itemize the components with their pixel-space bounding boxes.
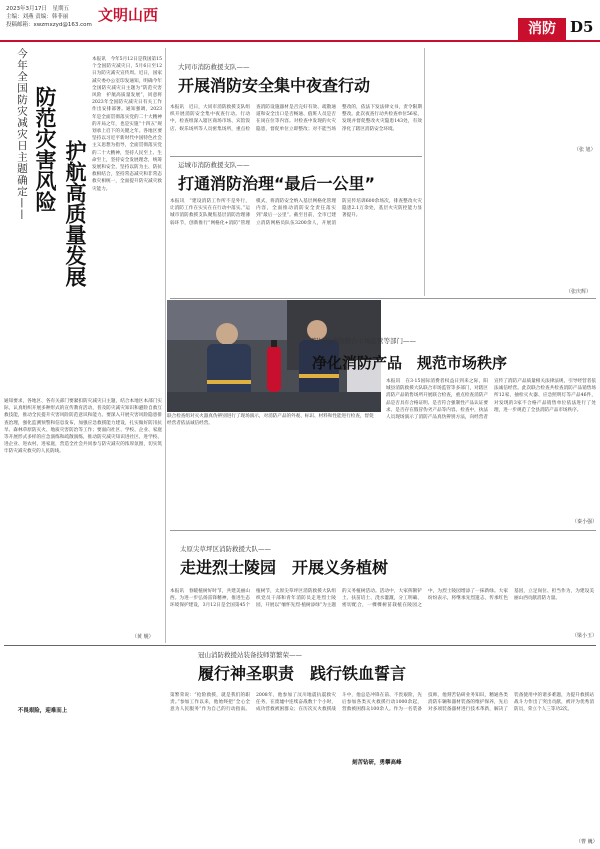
section-badge: 消防 (518, 18, 566, 40)
guanshan-title: 履行神圣职责 践行铁血誓言 (198, 664, 407, 683)
photo-caption: 联合检查组对灭火器真伪辨别进行了现场演示，对消防产品的外观、标识、材料和性能进行检查，督促经营者依法诚信经营。 (167, 414, 374, 426)
guanshan-body-left (4, 650, 164, 840)
email-line: 投稿邮箱：xwzmxzyd@163.com (6, 22, 92, 28)
lead-kicker: 今年全国防灾减灾日主题确定—— (16, 48, 28, 221)
header-meta (6, 5, 92, 29)
market-title: 净化消防产品 规范市场秩序 (312, 354, 508, 372)
yuncheng-body-continued (428, 200, 594, 288)
guanshan-signature: （曹 巍） (576, 839, 598, 845)
datong-heading (178, 62, 370, 96)
taiyuan-kicker: 太原尖草坪区消防救援大队—— (180, 545, 271, 553)
taiyuan-body: 本报讯 春暖植树好时节，共建美丽山西。为进一步弘扬雷锋精神，推进生态环境保护建设，3月12日是全国第45个植树节，太原尖草坪区消防救援大队组织党员干部和青年消防员走进烈士陵园，开展以“缅怀先烈·植树添绿”为主题的义务植树活动。活动中，大家挥锹铲土、扶苗培土、浇水灌溉，分工明确、密切配合，一棵棵树苗栽植在陵园之中，为烈士陵园增添了一抹新绿。大家纷纷表示，将继承先烈遗志，传承红色基因，立足岗位、担当作为，为建设美丽山西贡献消防力量。 (170, 589, 594, 609)
section-rule (170, 298, 596, 299)
guanshan-body: 第繁荣说：“抢险救援，就是我们的职责。”参加工作以来，他始终把“全心全意为人民服务”作为自己的行动指南。2008年，他参加了汶川地震抗震救灾任务，在废墟中连续奋战数十个小时，成功营救被困群众；在历次灭火救援战斗中，他总是冲锋在前、不畏艰险，先后参加各类灭火救援行动1000余起，营救被困群众100余人。作为一名装备技师，他刻苦钻研业务知识，精通各类消防车辆和器材装备的维护保养，先后对多项装备器材进行技术革新，解决了装备使用中的诸多难题，为提升救援站战斗力作出了突出贡献，被评为优秀消防员，荣立个人三等功2次。 (170, 693, 594, 713)
yuncheng-body: 本报讯 “建设消防工作所不是外行，让消防工作在实实在在行动中落实。”运城市消防救援支队聚焦基层消防治理薄弱环节，创新推行“网格化+消防”管理模式，将消防安全纳入基层网格化管理内容，全面推动消防安全责任落实到“最后一公里”。截至目前，全市已建立消防网格员队伍3200余人，开展消防宣传培训600余场次，排查整改火灾隐患2.1万余处，基层火灾防控能力显著提升。 (170, 199, 422, 226)
market-kicker: 阳城县消防联合市场监管等部门—— (312, 337, 416, 345)
page-header (0, 0, 600, 42)
newspaper-logo: 文明山西 (98, 6, 159, 24)
market-signature: （秦小强） (572, 519, 598, 525)
column-divider (165, 48, 166, 643)
issue-date: 2023年3月17日 星期五 (6, 6, 69, 12)
lead-title-line2: 护航高质量发展 (63, 140, 87, 287)
lead-body-lower: 通知要求，各地区、各有关部门要紧扣防灾减灾日主题，结合本地区本部门实际，认真组织开展多种形式的宣传教育活动，普及防灾减灾知识和避险自救互救技能，推动全民提升灾害风险防范意识和能力。要深入开展灾害风险隐患排查治理，强化监测预警和信息发布，加强应急救援能力建设，扎实做好防汛抗旱、森林草原防灭火、地质灾害防治等工作；要面向社区、学校、企业、家庭等开展形式多样的应急演练和疏散演练，推动防灾减灾知识进社区、进学校、进企业、进农村、进家庭，营造全社会共同参与防灾减灾的浓厚氛围，切实筑牢防灾减灾救灾的人民防线。 (4, 399, 162, 455)
yuncheng-heading (178, 160, 375, 194)
section-rule (170, 156, 422, 157)
taiyuan-signature: （梁小玉） (572, 633, 598, 639)
lead-title-line1: 防范灾害风险 (33, 86, 57, 212)
datong-body-continued (428, 50, 594, 150)
datong-signature: （张 旭） (574, 147, 596, 153)
column-divider (424, 48, 425, 296)
market-body: 本报讯 在3·15国际消费者权益日到来之际，阳城县消防救援大队联合市场监管等多部门，对辖区消防产品销售场所开展联合检查，重点检查消防产品是否具有合格证明、是否符合强制性产品认证要求、是否存在假冒伪劣产品等内容。检查中，执法人员现场演示了消防产品真伪辨别方法，向经营者宣传了消防产品质量相关法律法规，引导经营者依法诚信经营。此次联合检查共检查消防产品销售场所12家，抽检灭火器、应急照明灯等产品46件，对发现的3家不合格产品销售单位依法进行了处理，进一步规范了全县消防产品市场秩序。 (386, 379, 596, 421)
lead-body-upper: 本报讯 今年5月12日是我国第15个全国防灾减灾日，5月6日至12日为防灾减灾宣传周。近日，国家减灾委办公室印发通知，明确今年全国防灾减灾日主题为“防范灾害风险 护航高质量发展”，同意将2023年全国防灾减灾日有关工作作出安排部署。通知强调，2023年是全面贯彻落实党的二十大精神的开局之年，也是实施“十四五”规划承上启下的关键之年。各地区要坚持以习近平新时代中国特色社会主义思想为指导，全面贯彻落实党的二十大精神，坚持人民至上、生命至上，坚持安全发展理念，统筹发展和安全，坚持以防为主、防抗救相结合，坚持常态减灾和非常态救灾相统一，全面提升防灾减灾救灾能力。 (92, 57, 162, 192)
editor-line: 主编：刘燕 责编：韩菲丽 (6, 14, 69, 20)
section-rule (4, 645, 596, 646)
guanshan-subhead-1: 不畏艰险，迎难而上 (17, 708, 68, 714)
taiyuan-title: 走进烈士陵园 开展义务植树 (180, 558, 389, 577)
section-rule (170, 530, 596, 531)
guanshan-heading (198, 650, 406, 684)
datong-body: 本报讯 近日，大同市消防救援支队组织开展消防安全集中夜查行动。行动中，检查组深入辖区商场市场、宾馆饭店、娱乐场所等人员密集场所，重点检查消防设施器材是否完好有效、疏散通道和安全出口是否畅通、值班人员是否在岗在位等内容。对检查中发现的火灾隐患，督促单位立即整改；对不能当场整改的，依法下发法律文书，责令限期整改。此次夜查行动共检查单位56家，发现并督促整改火灾隐患143处，有效净化了辖区消防安全环境。 (170, 105, 422, 132)
datong-kicker: 大同市消防救援支队—— (178, 63, 250, 71)
lead-signature: （黄 舰） (132, 634, 154, 640)
market-heading (312, 337, 416, 345)
page-number: D5 (570, 18, 594, 36)
datong-title: 开展消防安全集中夜查行动 (178, 76, 371, 95)
yuncheng-signature: （张庆辉） (566, 289, 592, 295)
guanshan-kicker: 冠山消防救援站装备技师第繁荣—— (198, 651, 302, 659)
guanshan-subhead-2: 刻苦钻研，勇攀高峰 (348, 758, 406, 766)
yuncheng-kicker: 运城市消防救援支队—— (178, 161, 250, 169)
taiyuan-heading (180, 544, 388, 578)
yuncheng-title: 打通消防治理“最后一公里” (178, 174, 376, 193)
